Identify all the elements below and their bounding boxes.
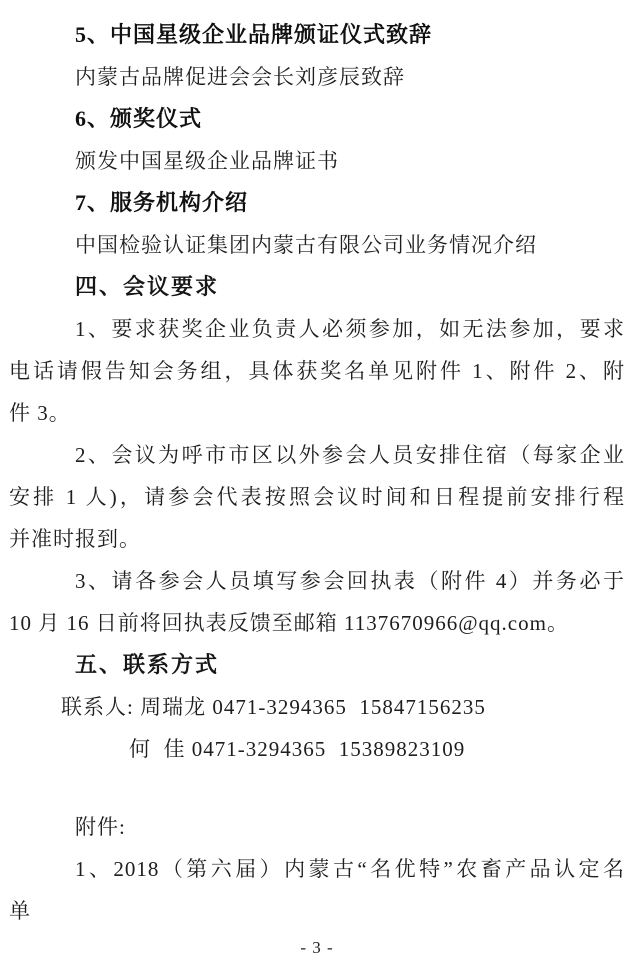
- attachment-1-line-1: 1、2018（第六届）内蒙古“名优特”农畜产品认定名: [75, 857, 625, 881]
- agenda-item-6-title: 6、颁奖仪式: [75, 106, 203, 131]
- requirement-1-line-1: 1、要求获奖企业负责人必须参加，如无法参加，要求: [75, 317, 625, 341]
- agenda-item-5-desc: 内蒙古品牌促进会会长刘彦辰致辞: [75, 65, 405, 89]
- attachment-1-line-2: 单: [9, 899, 31, 923]
- requirement-2-line-1: 2、会议为呼市市区以外参会人员安排住宿（每家企业: [75, 443, 625, 467]
- requirement-3-line-1: 3、请各参会人员填写参会回执表（附件 4）并务必于: [75, 569, 625, 593]
- requirement-1-line-2: 电话请假告知会务组，具体获奖名单见附件 1、附件 2、附: [9, 359, 625, 383]
- agenda-item-7-title: 7、服务机构介绍: [75, 190, 249, 215]
- section-5-heading: 五、联系方式: [75, 652, 220, 677]
- contact-line-1: 联系人: 周瑞龙 0471-3294365 15847156235: [61, 695, 486, 719]
- attachments-label: 附件:: [75, 815, 126, 839]
- requirement-2-line-3: 并准时报到。: [9, 527, 141, 551]
- requirement-1-line-3: 件 3。: [9, 401, 71, 425]
- requirement-3-line-2: 10 月 16 日前将回执表反馈至邮箱 1137670966@qq.com。: [9, 611, 569, 635]
- page-number: - 3 -: [300, 938, 334, 957]
- requirement-2-line-2: 安排 1 人)，请参会代表按照会议时间和日程提前安排行程: [9, 485, 625, 509]
- contact-line-2: 何 佳 0471-3294365 15389823109: [129, 737, 466, 761]
- agenda-item-5-title: 5、中国星级企业品牌颁证仪式致辞: [75, 22, 433, 47]
- section-4-heading: 四、会议要求: [75, 274, 220, 299]
- agenda-item-6-desc: 颁发中国星级企业品牌证书: [75, 149, 339, 173]
- agenda-item-7-desc: 中国检验认证集团内蒙古有限公司业务情况介绍: [75, 233, 537, 257]
